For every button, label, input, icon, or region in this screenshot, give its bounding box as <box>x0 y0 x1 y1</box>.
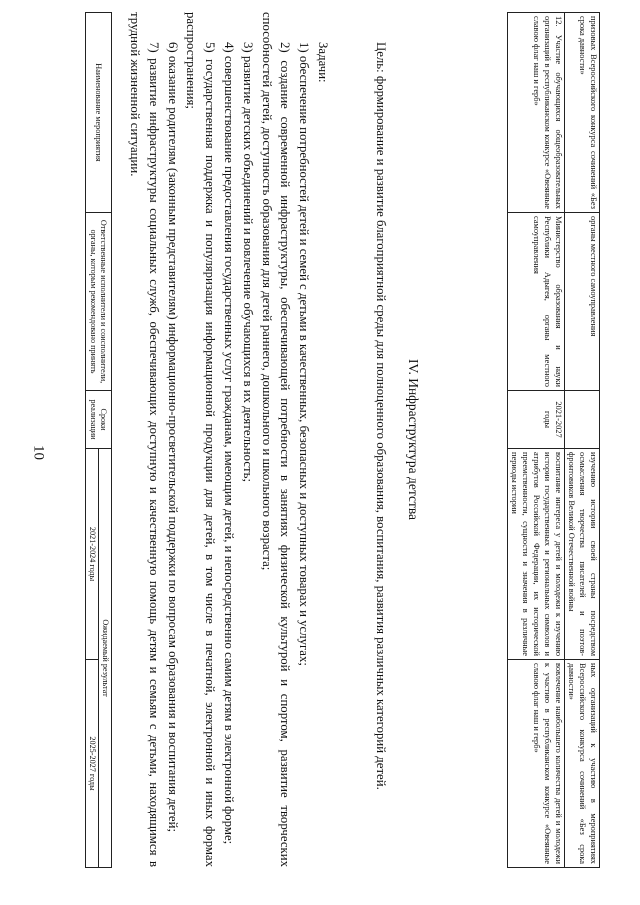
task-item: 2) создание современной инфраструктуры, обеспечивающей потребности в занятиях физической культурой и спортом, развитие творческих способностей детей, доступность образования для детей раннего, дошкольного и школьного возраста; <box>259 12 293 867</box>
period-cell: 2021-2027 годы <box>507 391 564 449</box>
section-heading: IV. Инфраструктура детства <box>406 358 421 521</box>
period-cell <box>564 391 599 449</box>
task-item: 3) развитие детских объединений и вовлечение обучающихся в их деятельность; <box>240 42 255 483</box>
header-event: Наименование мероприятия <box>86 13 112 213</box>
table-row <box>564 13 599 868</box>
header-period-2021-2024: 2021-2024 годы <box>86 449 99 660</box>
rotated-page-content <box>60 12 600 867</box>
task-item: 6) оказание родителям (законным представителям) информационно-просветительской поддержки по вопросам образования и воспитания детей; <box>165 42 180 833</box>
content-cell: воспитание интереса у детей и молодежи к изучению истории государственных и региональных символов и атрибутов Российской Федерации, их исторической преемственности, сущности и значения в различные периоды истории <box>507 449 564 660</box>
task-item: 4) совершенствование предоставления государственных услуг гражданам, имеющим детей, и непосредственно самим детям в электронной форме; <box>222 42 237 845</box>
event-name-cell: 12. Участие обучающихся общеобразовательных организаций в республиканском конкурсе «Овеянные славою флаг наш и герб» <box>507 13 564 213</box>
task-item: 1) обеспечение потребностей детей и семей с детьми в качественных, безопасных и доступных товарах и услугах; <box>297 42 312 666</box>
events-table-continuation <box>507 12 600 868</box>
tasks-label: Задачи: <box>316 42 330 83</box>
events-table-header <box>85 12 112 868</box>
result-cell: вовлечение наибольшего количества детей и молодежи к участию в республиканском конкурсе «Овеянные славою флаг наш и герб» <box>507 660 564 868</box>
header-period: Сроки реализации <box>86 391 112 449</box>
page-number: 10 <box>30 445 47 460</box>
result-cell: ных организаций к участию в мероприятиях Всероссийского конкурса сочинений «Без срока давности» <box>564 660 599 868</box>
table-header-row <box>99 13 112 868</box>
table-row <box>507 13 564 868</box>
event-name-cell: призовых Всероссийского конкурса сочинений «Без срока давности» <box>564 13 599 213</box>
content-cell: изучению истории своей страны посредством осмысления творчества писателей и поэтов-фронтовиков Великой Отечественной войны <box>564 449 599 660</box>
task-item: 7) развитие инфраструктуры социальных служб, обеспечивающих доступную и качественную помощь детям и семьям с детьми, находящимся в трудной жизненной ситуации. <box>128 12 161 867</box>
tasks-block <box>125 12 332 867</box>
header-period-2025-2027: 2025-2027 годы <box>86 660 99 868</box>
section-goal: Цель: формирование и развитие благоприятной среды для полноценного образования, воспитания, развития различных категорий детей. <box>374 42 388 790</box>
executors-cell: Министерство образования и науки Республики Адыгея, органы местного самоуправления <box>507 213 564 391</box>
header-executors: Ответственные исполнители и соисполнители, органы, которым рекомендовано принять <box>86 213 112 391</box>
task-item: 5) государственная поддержка и популяризация информационной продукции для детей, в том числе в печатной, электронной и иных формах распространения; <box>184 12 218 867</box>
header-expected-result: Ожидаемый результат <box>99 449 112 868</box>
executors-cell: органы местного самоуправления <box>564 213 599 391</box>
